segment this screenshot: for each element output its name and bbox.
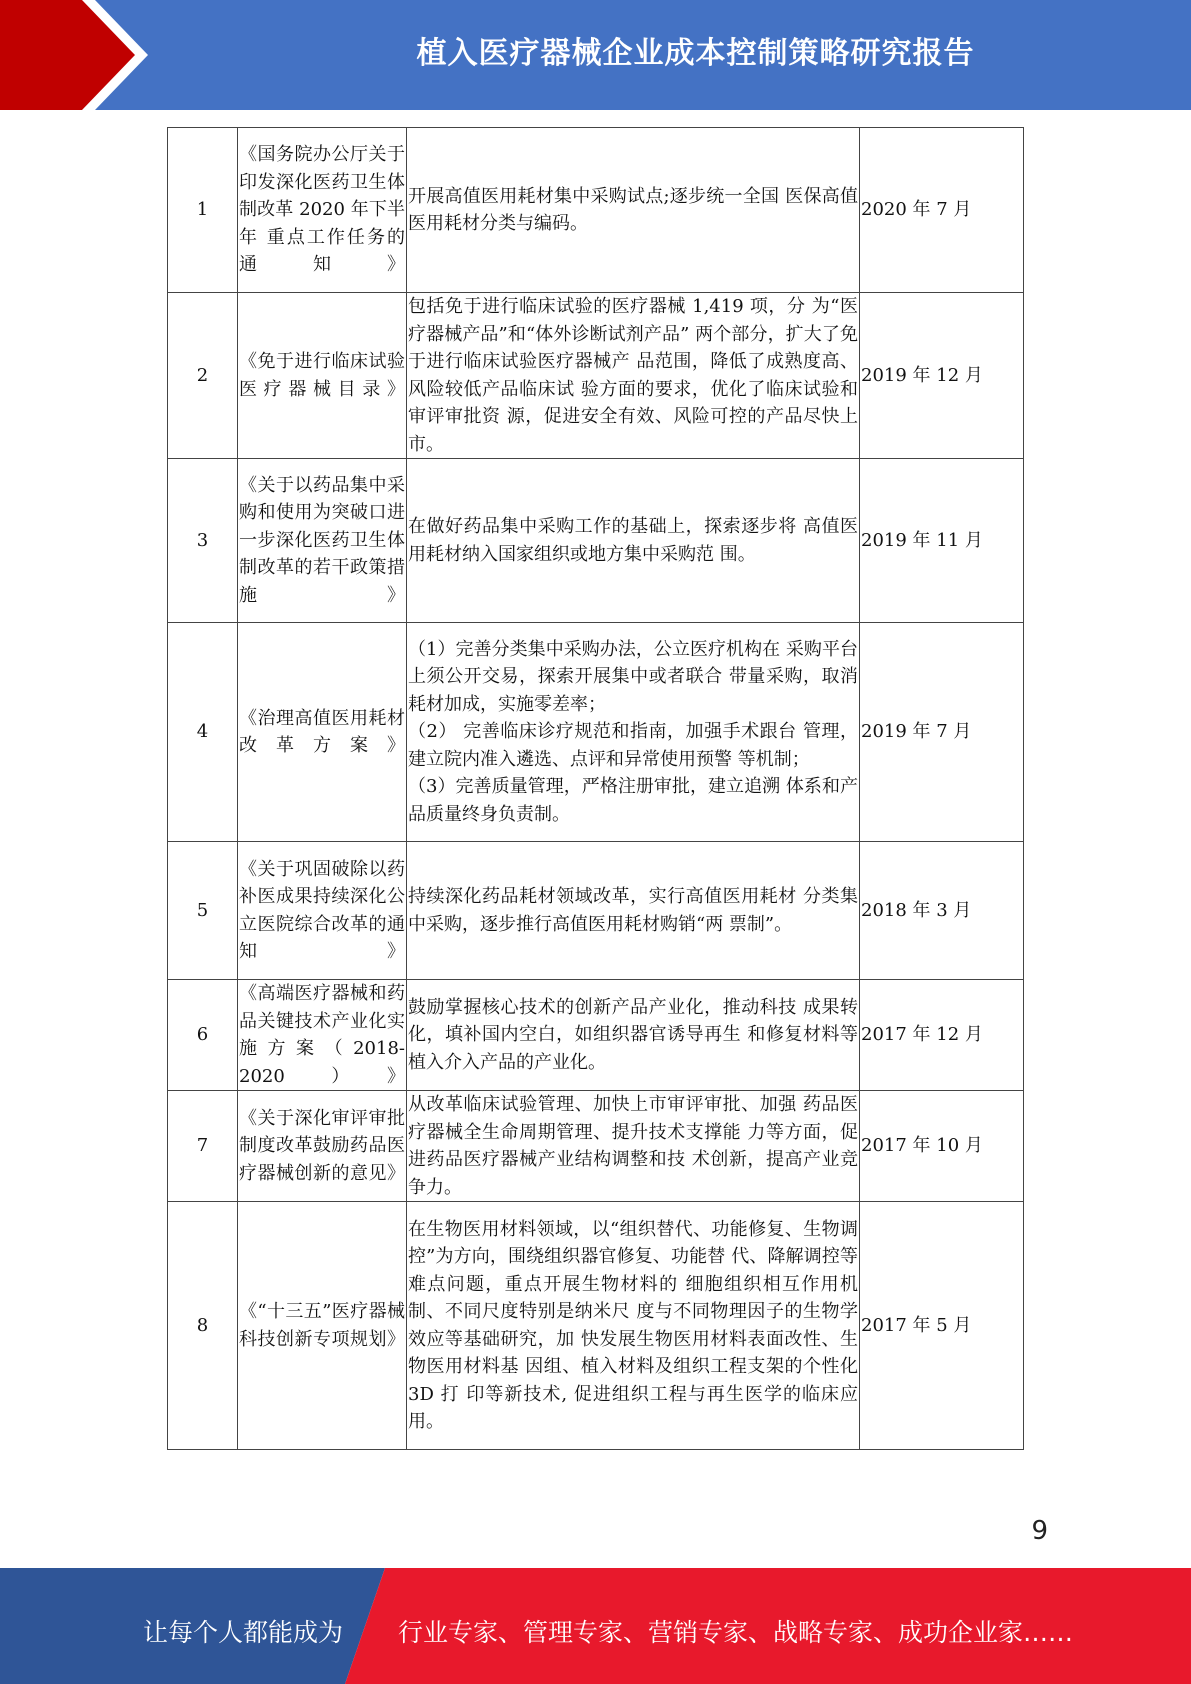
policy-date: 2017 年 5 月 xyxy=(860,1202,1024,1450)
row-number: 5 xyxy=(168,842,238,980)
policy-description: 开展高值医用耗材集中采购试点;逐步统一全国 医保高值医用耗材分类与编码。 xyxy=(407,128,860,293)
row-number: 3 xyxy=(168,459,238,623)
policy-name: 《关于以药品集中采购和使用为突破口进一步深化医药卫生体制改革的若干政策措施》 xyxy=(238,459,407,623)
policy-date: 2019 年 11 月 xyxy=(860,459,1024,623)
policy-name: 《“十三五”医疗器械科技创新专项规划》 xyxy=(238,1202,407,1450)
footer-slogan-left: 让每个人都能成为 xyxy=(143,1618,344,1647)
policy-date: 2019 年 12 月 xyxy=(860,293,1024,459)
policy-date: 2017 年 10 月 xyxy=(860,1091,1024,1202)
table-row xyxy=(168,1202,1024,1450)
page-number: 9 xyxy=(1031,1516,1048,1546)
row-number: 6 xyxy=(168,980,238,1091)
policy-name: 《关于巩固破除以药补医成果持续深化公立医院综合改革的通 知》 xyxy=(238,842,407,980)
policy-date: 2018 年 3 月 xyxy=(860,842,1024,980)
policy-description: 持续深化药品耗材领域改革，实行高值医用耗材 分类集中采购，逐步推行高值医用耗材购销“两 票制”。 xyxy=(407,842,860,980)
table-row xyxy=(168,459,1024,623)
table-row xyxy=(168,293,1024,459)
row-number: 2 xyxy=(168,293,238,459)
policy-description: 从改革临床试验管理、加快上市审评审批、加强 药品医疗器械全生命周期管理、提升技术支撑能 力等方面，促进药品医疗器械产业结构调整和技 术创新，提高产业竞争力。 xyxy=(407,1091,860,1202)
policy-name: 《治理高值医用耗材改革方案》 xyxy=(238,623,407,842)
table-row xyxy=(168,980,1024,1091)
row-number: 4 xyxy=(168,623,238,842)
policy-description: 鼓励掌握核心技术的创新产品产业化，推动科技 成果转化，填补国内空白，如组织器官诱导再生 和修复材料等植入介入产品的产业化。 xyxy=(407,980,860,1091)
row-number: 8 xyxy=(168,1202,238,1450)
policy-name: 《免于进行临床试验医疗器械目录》 xyxy=(238,293,407,459)
policy-description: 在做好药品集中采购工作的基础上，探索逐步将 高值医用耗材纳入国家组织或地方集中采购范 围。 xyxy=(407,459,860,623)
description-line: （2） 完善临床诊疗规范和指南，加强手术跟台 管理，建立院内准入遴选、点评和异常使用预警 等机制； xyxy=(408,721,858,770)
description-line: （1）完善分类集中采购办法，公立医疗机构在 采购平台上须公开交易，探索开展集中或者联合 带量采购，取消耗材加成，实施零差率； xyxy=(408,638,858,715)
policy-date: 2019 年 7 月 xyxy=(860,623,1024,842)
row-number: 1 xyxy=(168,128,238,293)
policy-date: 2020 年 7 月 xyxy=(860,128,1024,293)
policy-name: 《关于深化审评审批制度改革鼓励药品医疗器械创新的意见》 xyxy=(238,1091,407,1202)
table-row xyxy=(168,842,1024,980)
row-number: 7 xyxy=(168,1091,238,1202)
table-row xyxy=(168,1091,1024,1202)
footer-slogan-right: 行业专家、管理专家、营销专家、战略专家、成功企业家…… xyxy=(398,1618,1074,1647)
policy-name: 《高端医疗器械和药品关键技术产业化实施方案（2018-2020）》 xyxy=(238,980,407,1091)
table-row xyxy=(168,128,1024,293)
policy-table xyxy=(167,127,1024,1450)
policy-description xyxy=(407,623,860,842)
policy-date: 2017 年 12 月 xyxy=(860,980,1024,1091)
report-title: 植入医疗器械企业成本控制策略研究报告 xyxy=(416,36,975,71)
policy-description: 包括免于进行临床试验的医疗器械 1,419 项，分 为“医疗器械产品”和“体外诊断试剂产品” 两个部分，扩大了免于进行临床试验医疗器械产 品范围，降低了成熟度高、风险较低产品临床试 验方面的要求，优化了临床试验和审评审批资 源，促进安全有效、风险可控的产品尽快上市。 xyxy=(407,293,860,459)
description-line: （3）完善质量管理，严格注册审批，建立追溯 体系和产品质量终身负责制。 xyxy=(408,776,858,825)
table-row xyxy=(168,623,1024,842)
page-footer xyxy=(0,1568,1191,1684)
policy-name: 《国务院办公厅关于印发深化医药卫生体制改革 2020 年下半年 重点工作任务的 通知》 xyxy=(238,128,407,293)
page-header xyxy=(0,0,1191,110)
policy-description: 在生物医用材料领域，以“组织替代、功能修复、生物调控”为方向，围绕组织器官修复、功能替 代、降解调控等难点问题，重点开展生物材料的 细胞组织相互作用机制、不同尺度特别是纳米尺 度与不同物理因子的生物学效应等基础研究，加 快发展生物医用材料表面改性、生物医用材料基 因组、植入材料及组织工程支架的个性化 3D 打 印等新技术, 促进组织工程与再生医学的临床应 用。 xyxy=(407,1202,860,1450)
